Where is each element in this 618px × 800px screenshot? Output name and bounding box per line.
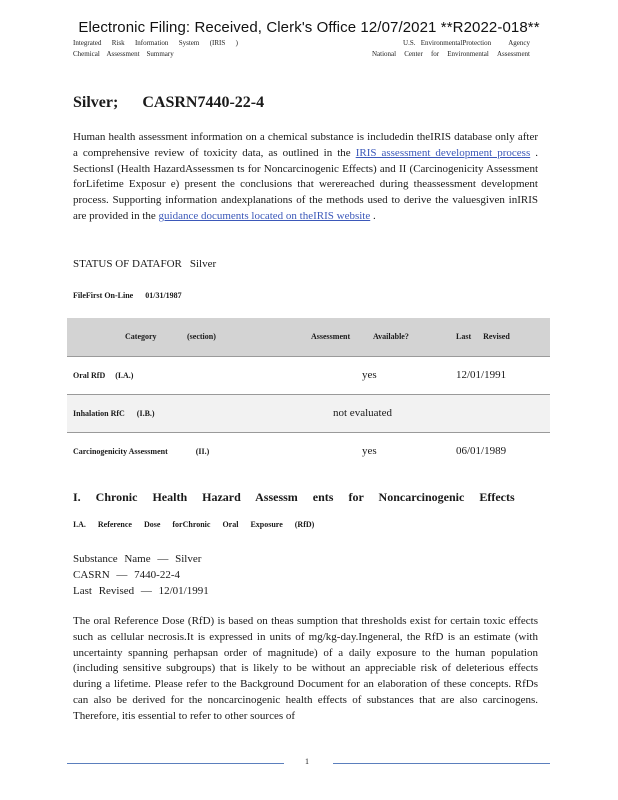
header-section: (section) xyxy=(187,332,216,342)
footer-rule-right xyxy=(333,763,550,764)
guidance-documents-link[interactable]: guidance documents located on theIRIS website xyxy=(158,209,371,222)
table-row xyxy=(67,394,550,432)
row-category: Oral RfD (I.A.) xyxy=(67,356,311,394)
row-revised: 06/01/1989 xyxy=(450,432,550,470)
subsection-heading: I.A. Reference Dose forChronic Oral Exposure (RfD) xyxy=(73,520,315,529)
footer-rule-left xyxy=(67,763,284,764)
title-casrn: CASRN7440-22-4 xyxy=(142,94,265,111)
header-right-line1: U.S. EnvironmentalProtection Agency xyxy=(403,39,530,47)
header-left xyxy=(73,38,238,60)
header-category: Category xyxy=(125,332,157,342)
last-revised-line: Last Revised — 12/01/1991 xyxy=(73,585,209,597)
iris-process-link[interactable]: IRIS assessment development process xyxy=(355,146,531,159)
section-heading: I. Chronic Health Hazard Assessm ents for Noncarcinogenic Effects xyxy=(73,490,515,504)
row-category: Carcinogenicity Assessment (II.) xyxy=(67,432,311,470)
header-last-revised: Last Revised xyxy=(456,332,510,342)
row-available: yes xyxy=(362,432,450,470)
header-available: Available? xyxy=(373,332,409,342)
table-header-row xyxy=(67,318,550,356)
row-revised: 12/01/1991 xyxy=(450,356,550,394)
substance-name-line: Substance Name — Silver xyxy=(73,553,202,565)
row-available: yes xyxy=(362,356,450,394)
title-substance: Silver; xyxy=(73,94,119,111)
body-paragraph: The oral Reference Dose (RfD) is based on theas sumption that thresholds exist for certain toxic effects such as cellular necrosis.It is expressed in units of mg/kg-day.Ingeneral, the RfD is an estimate (with uncertainty spanning perhapsan order of magnitude) of a daily exposure to the human population (including sensitive subgroups) that is likely to be without an appreciable risk of deleterious effects during a lifetime. Please refer to the Background Document for an elaboration of these concepts. RfDs can also be derived for the noncarcinogenic health effects of substances that are also carcinogens. Therefore, itis essential to refer to other sources of xyxy=(73,615,538,722)
status-heading: STATUS OF DATAFOR Silver xyxy=(73,258,217,270)
header-right-line2: National Center for Environmental Assessment xyxy=(372,50,530,58)
casrn-line: CASRN — 7440-22-4 xyxy=(73,569,181,581)
file-online-line: FileFirst On-Line 01/31/1987 xyxy=(73,291,182,300)
page-number: 1 xyxy=(305,757,309,766)
assessment-table xyxy=(67,318,550,470)
intro-paragraph: Human health assessment information on a chemical substance is includedin theIRIS database only after a comprehensive review of toxicity data, as outlined in the IRIS assessment development process . SectionsI (Health HazardAssessmen ts for Noncarcinogenic Effects) and II (Carcinogenicity Assessment forLifetime Exposur e) present the conclusions that werereached during theassessment development process. Supporting information andexplanations of the methods used to derive the valuesgiven inIRIS are provided in the guidance documents located on theIRIS website . xyxy=(73,131,539,222)
header-assessment: Assessment xyxy=(311,332,351,342)
row-revised xyxy=(450,394,550,432)
table-row xyxy=(67,356,550,394)
substance-meta xyxy=(73,551,209,599)
header-right xyxy=(372,38,530,60)
header-left-line2: Chemical Assessment Summary xyxy=(73,50,174,58)
row-available: not evaluated xyxy=(311,394,450,432)
filing-stamp: Electronic Filing: Received, Clerk's Office 12/07/2021 **R2022-018** xyxy=(78,19,540,36)
row-category: Inhalation RfC (I.B.) xyxy=(67,394,311,432)
page-title xyxy=(73,94,264,112)
header-left-line1: Integrated Risk Information System (IRIS ) xyxy=(73,39,238,47)
table-row xyxy=(67,432,550,470)
